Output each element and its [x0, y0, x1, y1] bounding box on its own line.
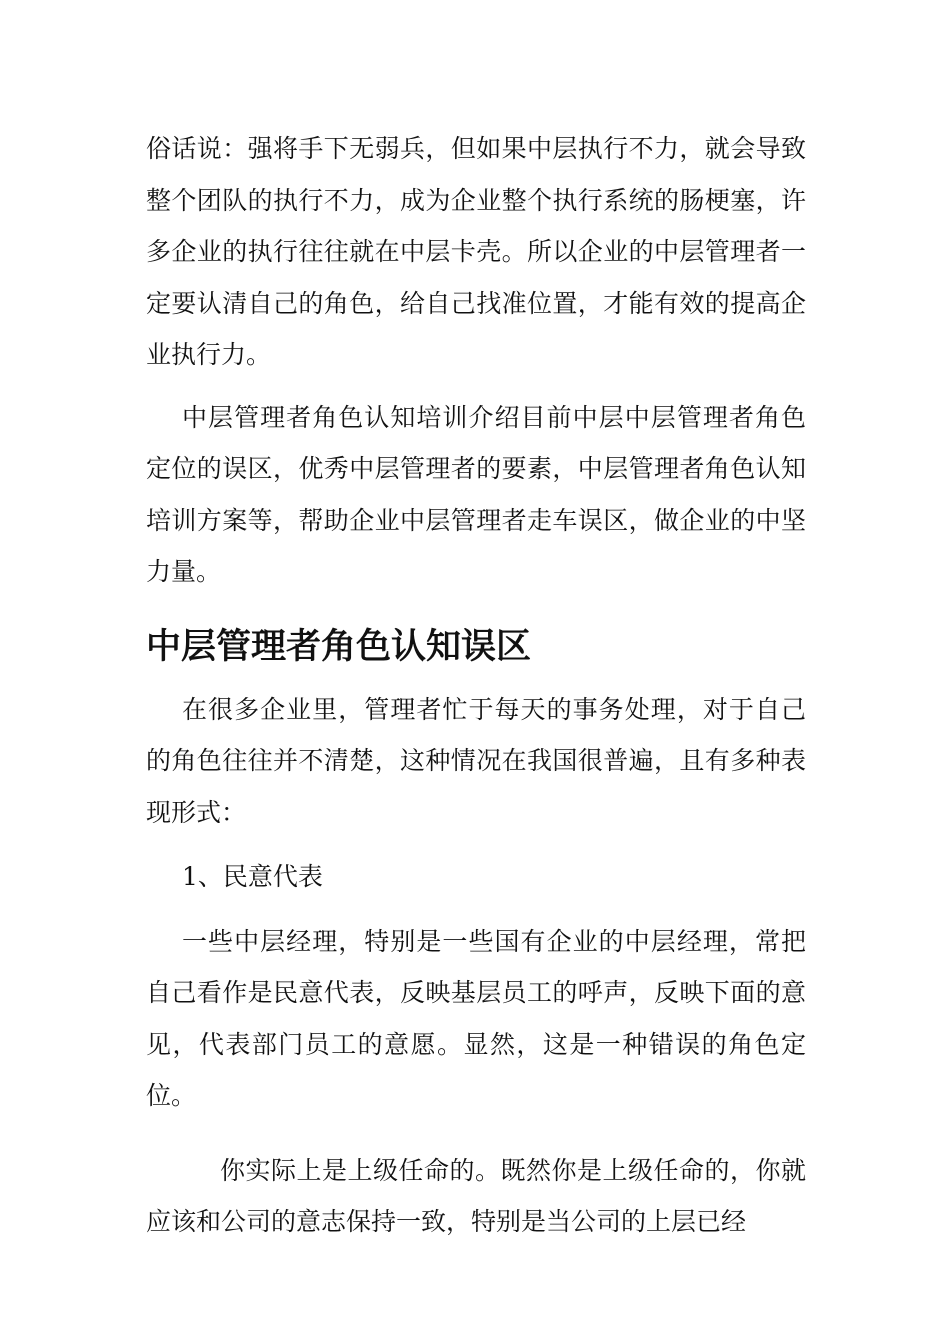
- paragraph-appointment: 你实际上是上级任命的。既然你是上级任命的，你就应该和公司的意志保持一致，特别是当公司的上层已经: [146, 1155, 806, 1236]
- paragraph-intro: 俗话说：强将手下无弱兵，但如果中层执行不力，就会导致整个团队的执行不力，成为企业整个执行系统的肠梗塞，许多企业的执行往往就在中层卡壳。所以企业的中层管理者一定要认清自己的角色，给自己找准位置，才能有效的提高企业执行力。: [146, 134, 806, 369]
- list-item-representative: 1、民意代表: [182, 862, 323, 891]
- paragraph-representative-desc: 一些中层经理，特别是一些国有企业的中层经理，常把自己看作是民意代表，反映基层员工的呼声，反映下面的意见，代表部门员工的意愿。显然，这是一种错误的角色定位。: [146, 926, 806, 1110]
- paragraph-training-overview: 中层管理者角色认知培训介绍目前中层中层管理者角色定位的误区，优秀中层管理者的要素，中层管理者角色认知培训方案等，帮助企业中层管理者走车误区，做企业的中坚力量。: [146, 402, 806, 586]
- document-page: [146, 123, 806, 1248]
- paragraph-misconceptions-intro: 在很多企业里，管理者忙于每天的事务处理，对于自己的角色往往并不清楚，这种情况在我国很普遍，且有多种表现形式：: [146, 694, 806, 827]
- section-heading: 中层管理者角色认知误区: [146, 626, 532, 667]
